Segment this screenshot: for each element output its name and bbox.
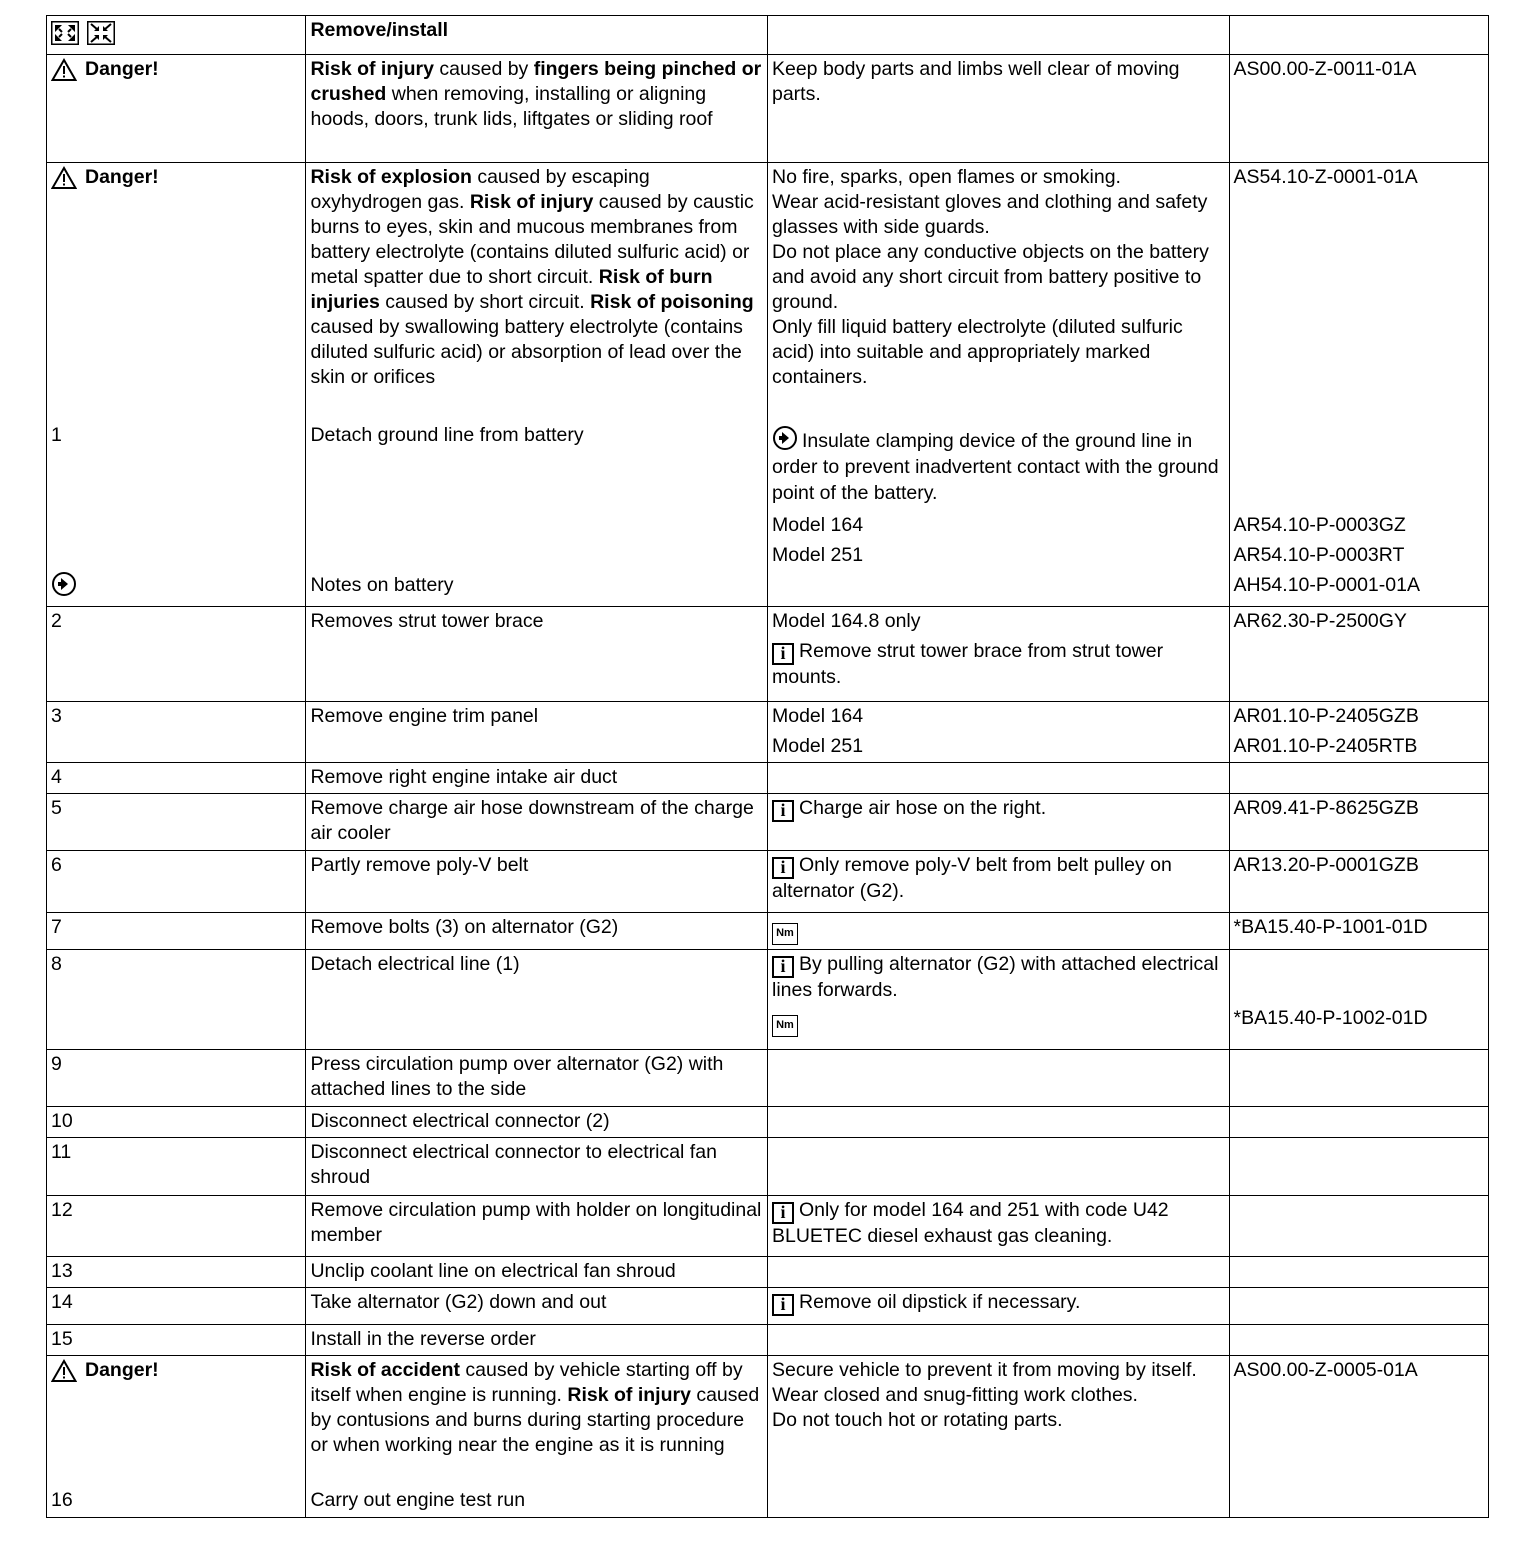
step-text: Press circulation pump over alternator (G2) with attached lines to the side bbox=[306, 1050, 768, 1107]
info-icon: i bbox=[772, 956, 794, 978]
step-number: 1 bbox=[51, 424, 62, 446]
step-row-7 bbox=[47, 913, 1489, 950]
safety-row-2 bbox=[47, 163, 1489, 607]
step-text: Detach ground line from battery bbox=[310, 424, 584, 446]
step-text: Remove engine trim panel bbox=[306, 702, 768, 763]
step-text: Remove circulation pump with holder on longitudinal member bbox=[306, 1196, 768, 1257]
step-number: 16 bbox=[51, 1489, 73, 1511]
doc-ref-link[interactable]: AS00.00-Z-0005-01A bbox=[1229, 1356, 1489, 1518]
model-label: Model 164.8 only bbox=[771, 610, 921, 632]
doc-ref-link[interactable]: AR09.41-P-8625GZB bbox=[1229, 794, 1489, 851]
doc-ref-link[interactable]: AS00.00-Z-0011-01A bbox=[1229, 55, 1489, 163]
step-number: 11 bbox=[47, 1138, 306, 1196]
step-text: Install in the reverse order bbox=[306, 1325, 768, 1356]
step-text: Remove bolts (3) on alternator (G2) bbox=[306, 913, 768, 950]
doc-ref-link[interactable]: AR01.10-P-2405RTB bbox=[1233, 735, 1418, 757]
step-text: Removes strut tower brace bbox=[306, 607, 768, 702]
info-note: i By pulling alternator (G2) with attached electrical lines forwards. bbox=[771, 953, 1219, 1001]
safety-action: Wear closed and snug-fitting work clothes. bbox=[771, 1384, 1138, 1406]
safety-action: Do not touch hot or rotating parts. bbox=[771, 1409, 1063, 1431]
doc-ref-link[interactable]: AR13.20-P-0001GZB bbox=[1229, 851, 1489, 913]
danger-label: Danger! bbox=[51, 165, 301, 190]
model-label: Model 164 bbox=[771, 514, 864, 536]
step-row-2 bbox=[47, 607, 1489, 702]
info-note: i Remove strut tower brace from strut tower mounts. bbox=[771, 640, 1164, 688]
model-label: Model 251 bbox=[771, 735, 864, 757]
info-icon: i bbox=[772, 1202, 794, 1224]
torque-nm-icon[interactable]: Nm bbox=[772, 1015, 798, 1037]
step-number: 7 bbox=[47, 913, 306, 950]
step-row-12 bbox=[47, 1196, 1489, 1257]
safety-text: Risk of injury caused by fingers being pinched or crushed when removing, installing or aligning hoods, doors, trunk lids, liftgates or sliding roof bbox=[306, 55, 768, 163]
step-number: 13 bbox=[47, 1257, 306, 1288]
doc-ref-link[interactable]: AH54.10-P-0001-01A bbox=[1233, 574, 1420, 596]
safety-action: Wear acid-resistant gloves and clothing and safety glasses with side guards. bbox=[771, 191, 1208, 238]
safety-text: Risk of explosion caused by escaping oxyhydrogen gas. Risk of injury caused by caustic burns to eyes, skin and mucous membranes from battery electrolyte (contains diluted sulfuric acid) or metal spatter due to short circuit. Risk of burn injuries caused by short circuit. Risk of poisoning caused by swallowing battery electrolyte (contains diluted sulfuric acid) or absorption of lead over the skin or orifices bbox=[310, 166, 754, 388]
step-number: 8 bbox=[47, 950, 306, 1050]
step-row-6 bbox=[47, 851, 1489, 913]
info-note: i Only remove poly-V belt from belt pulley on alternator (G2). bbox=[767, 851, 1229, 913]
info-icon: i bbox=[772, 643, 794, 665]
step-text: Remove charge air hose downstream of the charge air cooler bbox=[306, 794, 768, 851]
step-number: 14 bbox=[47, 1288, 306, 1325]
page-title: Remove/install bbox=[310, 19, 449, 41]
collapse-icon[interactable] bbox=[87, 21, 115, 45]
safety-action: Keep body parts and limbs well clear of moving parts. bbox=[767, 55, 1229, 163]
warning-triangle-icon bbox=[51, 166, 77, 190]
step-text: Disconnect electrical connector (2) bbox=[306, 1107, 768, 1138]
info-icon: i bbox=[772, 800, 794, 822]
model-label: Model 251 bbox=[771, 544, 864, 566]
header-row bbox=[47, 16, 1489, 55]
step-number: 5 bbox=[47, 794, 306, 851]
step-row-14 bbox=[47, 1288, 1489, 1325]
doc-ref-link[interactable]: *BA15.40-P-1001-01D bbox=[1229, 913, 1489, 950]
step-number: 10 bbox=[47, 1107, 306, 1138]
warning-triangle-icon bbox=[51, 1359, 77, 1383]
info-note: i Remove oil dipstick if necessary. bbox=[767, 1288, 1229, 1325]
info-note: i Only for model 164 and 251 with code U42 BLUETEC diesel exhaust gas cleaning. bbox=[767, 1196, 1229, 1257]
step-row-15 bbox=[47, 1325, 1489, 1356]
step-number: 2 bbox=[47, 607, 306, 702]
step-row-13 bbox=[47, 1257, 1489, 1288]
note-arrow-icon bbox=[772, 425, 798, 451]
step-text: Unclip coolant line on electrical fan shroud bbox=[306, 1257, 768, 1288]
battery-notes-link[interactable]: Notes on battery bbox=[310, 574, 454, 596]
torque-nm-icon[interactable]: Nm bbox=[772, 923, 798, 945]
step-row-11 bbox=[47, 1138, 1489, 1196]
info-icon: i bbox=[772, 857, 794, 879]
info-icon: i bbox=[772, 1294, 794, 1316]
header-title bbox=[306, 16, 768, 55]
step-number: 4 bbox=[47, 763, 306, 794]
doc-ref-link[interactable]: AR01.10-P-2405GZB bbox=[1233, 705, 1419, 727]
model-label: Model 164 bbox=[771, 705, 864, 727]
step-number: 6 bbox=[47, 851, 306, 913]
step-number: 15 bbox=[47, 1325, 306, 1356]
step-number: 9 bbox=[47, 1050, 306, 1107]
step-number: 12 bbox=[47, 1196, 306, 1257]
danger-label: Danger! bbox=[51, 1358, 301, 1383]
danger-label: Danger! bbox=[51, 57, 301, 82]
step-text: Take alternator (G2) down and out bbox=[306, 1288, 768, 1325]
doc-ref-link[interactable]: AR54.10-P-0003RT bbox=[1233, 544, 1405, 566]
warning-triangle-icon bbox=[51, 58, 77, 82]
step-row-3 bbox=[47, 702, 1489, 763]
procedure-table bbox=[46, 15, 1489, 1518]
note-arrow-icon[interactable] bbox=[51, 571, 77, 597]
header-icons-cell bbox=[47, 16, 306, 55]
step-text: Remove right engine intake air duct bbox=[306, 763, 768, 794]
doc-ref-link[interactable]: AS54.10-Z-0001-01A bbox=[1233, 166, 1418, 188]
step-row-10 bbox=[47, 1107, 1489, 1138]
step-text: Disconnect electrical connector to electrical fan shroud bbox=[306, 1138, 768, 1196]
step-row-8 bbox=[47, 950, 1489, 1050]
step-row-9 bbox=[47, 1050, 1489, 1107]
safety-action: No fire, sparks, open flames or smoking. bbox=[771, 166, 1121, 188]
step-text: Carry out engine test run bbox=[310, 1489, 526, 1511]
safety-action: Only fill liquid battery electrolyte (diluted sulfuric acid) into suitable and appropriately marked containers. bbox=[771, 316, 1183, 388]
step-number: 3 bbox=[47, 702, 306, 763]
step-text: Partly remove poly-V belt bbox=[306, 851, 768, 913]
safety-action: Secure vehicle to prevent it from moving by itself. bbox=[771, 1359, 1197, 1381]
note: Insulate clamping device of the ground line in order to prevent inadvertent contact with the ground point of the battery. bbox=[772, 425, 1225, 506]
step-row-4 bbox=[47, 763, 1489, 794]
doc-ref-link[interactable]: AR62.30-P-2500GY bbox=[1229, 607, 1489, 702]
info-note: i Charge air hose on the right. bbox=[767, 794, 1229, 851]
safety-action: Do not place any conductive objects on the battery and avoid any short circuit from battery positive to ground. bbox=[771, 241, 1209, 313]
safety-text: Risk of accident caused by vehicle starting off by itself when engine is running. Risk of injury caused by contusions and burns during starting procedure or when working near the engine as it is running bbox=[310, 1359, 760, 1456]
step-text: Detach electrical line (1) bbox=[306, 950, 768, 1050]
expand-icon[interactable] bbox=[51, 21, 79, 45]
doc-ref-link[interactable]: *BA15.40-P-1002-01D bbox=[1233, 1007, 1428, 1029]
safety-row-3 bbox=[47, 1356, 1489, 1518]
step-row-5 bbox=[47, 794, 1489, 851]
doc-ref-link[interactable]: AR54.10-P-0003GZ bbox=[1233, 514, 1406, 536]
safety-row-1 bbox=[47, 55, 1489, 163]
